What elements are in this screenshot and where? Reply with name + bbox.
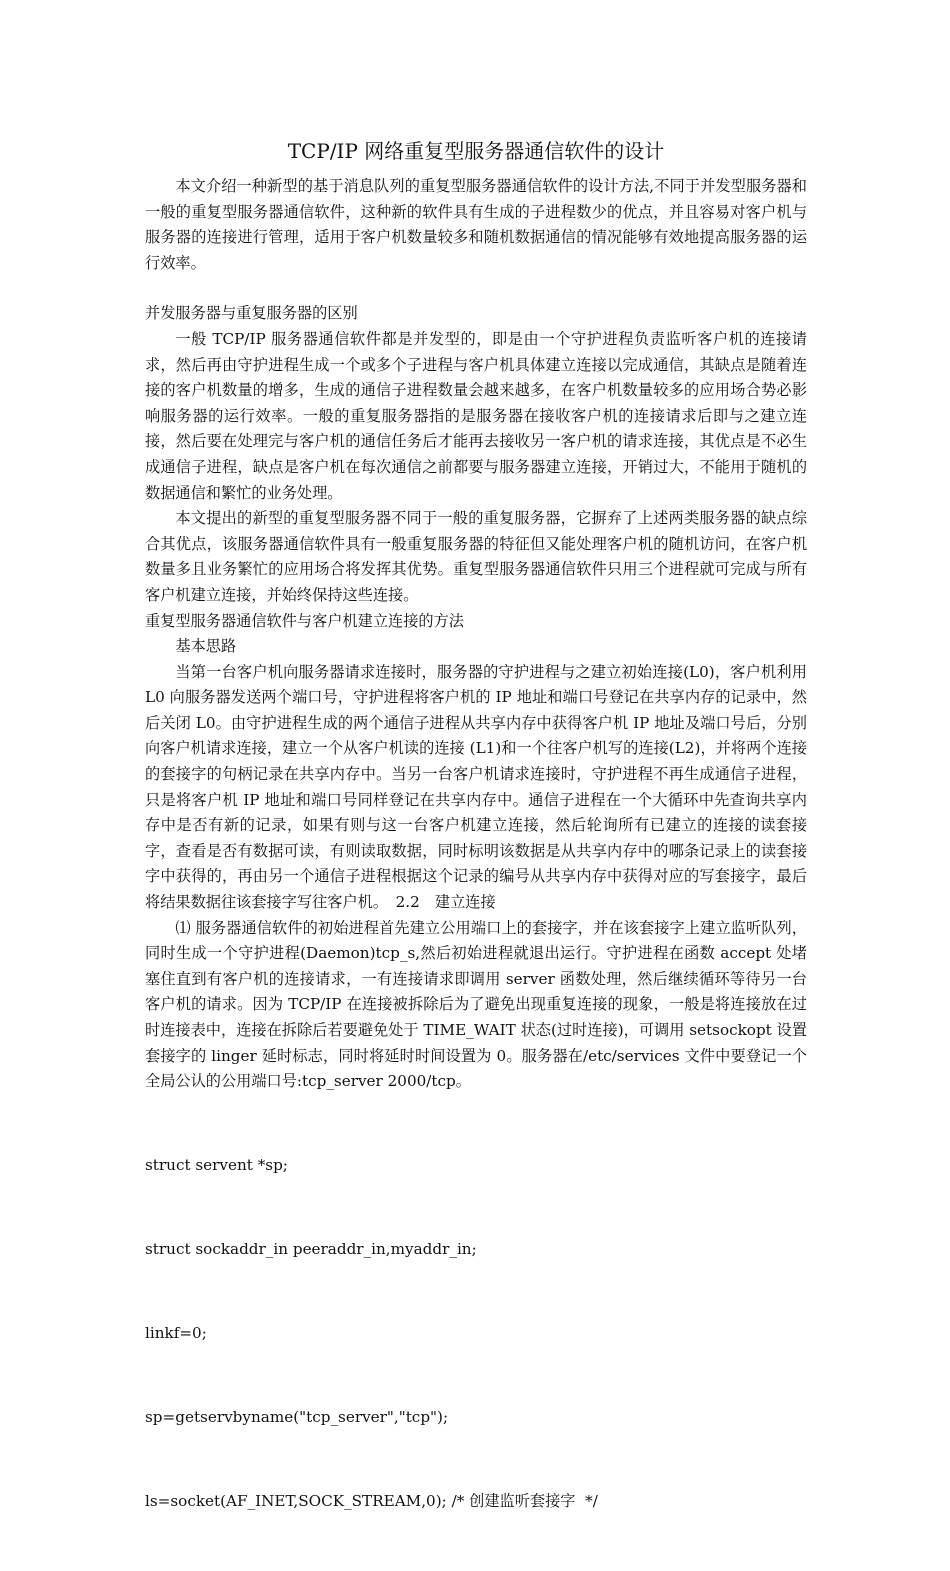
section1-paragraph-2: 本文提出的新型的重复型服务器不同于一般的重复服务器，它摒弃了上述两类服务器的缺点综合其优点，该服务器通信软件具有一般重复服务器的特征但又能处理客户机的随机访问，在客户机数量多且业务繁忙的应用场合将发挥其优势。重复型服务器通信软件只用三个进程就可完成与所有客户机建立连接，并始终保持这些连接。 — [145, 509, 807, 604]
abstract-paragraph: 本文介绍一种新型的基于消息队列的重复型服务器通信软件的设计方法,不同于并发型服务器和一般的重复型服务器通信软件，这种新的软件具有生成的子进程数少的优点，并且容易对客户机与服务器的连接进行管理，适用于客户机数量较多和随机数据通信的情况能够有效地提高服务器的运行效率。 — [145, 177, 807, 272]
section2-paragraph-1: 当第一台客户机向服务器请求连接时，服务器的守护进程与之建立初始连接(L0)，客户机利用 L0 向服务器发送两个端口号，守护进程将客户机的 IP 地址和端口号登记在共享内存的记录中，然后关闭 L0。由守护进程生成的两个通信子进程从共享内存中获得客户机 IP 地址及端口号后，分别向客户机请求连接，建立一个从客户机读的连接 (L1)和一个往客户机写的连接(L2)，并将两个连接的套接字的句柄记录在共享内存中。当另一台客户机请求连接时，守护进程不再生成通信子进程，只是将客户机 IP 地址和端口号同样登记在共享内存中。通信子进程在一个大循环中先查询共享内存中是否有新的记录，如果有则与这一台客户机建立连接，然后轮询所有已建立的连接的读套接字，查看是否有数据可读，有则读取数据，同时标明该数据是从共享内存中的哪条记录上的读套接字中获得的，再由另一个通信子进程根据这个记录的编号从共享内存中获得对应的写套接字，最后将结果数据往该套接字写往客户机。 2.2 建立连接 — [145, 662, 807, 912]
code-line: ls=socket(AF_INET,SOCK_STREAM,0); /* 创建监听套接字 */ — [145, 1491, 598, 1510]
code-line: struct servent *sp; — [145, 1155, 288, 1174]
section2-paragraph-2: ⑴ 服务器通信软件的初始进程首先建立公用端口上的套接字，并在该套接字上建立监听队列，同时生成一个守护进程(Daemon)tcp_s,然后初始进程就退出运行。守护进程在函数 accept 处堵塞住直到有客户机的连接请求，一有连接请求即调用 server 函数处理，然后继续循环等待另一台客户机的请求。因为 TCP/IP 在连接被拆除后为了避免出现重复连接的现象，一般是将连接放在过时连接表中，连接在拆除后若要避免处于 TIME_WAIT 状态(过时连接)，可调用 setsockopt 设置套接字的 linger 延时标志，同时将延时时间设置为 0。服务器在/etc/services 文件中要登记一个全局公认的公用端口号:tcp_server 2000/tcp。 — [145, 918, 807, 1091]
section-heading-difference: 并发服务器与重复服务器的区别 — [145, 304, 358, 323]
subheading-basic-idea: 基本思路 — [175, 637, 237, 656]
code-line: linkf=0; — [145, 1323, 207, 1342]
code-line: sp=getservbyname("tcp_server","tcp"); — [145, 1407, 449, 1426]
blank-line — [145, 276, 807, 301]
section-heading-connection-method: 重复型服务器通信软件与客户机建立连接的方法 — [145, 611, 464, 630]
section1-paragraph-1: 一般 TCP/IP 服务器通信软件都是并发型的，即是由一个守护进程负责监听客户机的连接请求，然后再由守护进程生成一个或多个子进程与客户机具体建立连接以完成通信，其缺点是随着连接的客户机数量的增多，生成的通信子进程数量会越来越多，在客户机数量较多的应用场合势必影响服务器的运行效率。一般的重复服务器指的是服务器在接收客户机的连接请求后即与之建立连接，然后要在处理完与客户机的通信任务后才能再去接收另一客户机的请求连接，其优点是不必生成通信子进程，缺点是客户机在每次通信之前都要与服务器建立连接，开销过大，不能用于随机的数据通信和繁忙的业务处理。 — [145, 329, 807, 502]
document-title: TCP/IP 网络重复型服务器通信软件的设计 — [287, 139, 665, 163]
document-page — [145, 136, 807, 1571]
code-block — [145, 1095, 807, 1571]
code-line: struct sockaddr_in peeraddr_in,myaddr_in; — [145, 1239, 477, 1258]
